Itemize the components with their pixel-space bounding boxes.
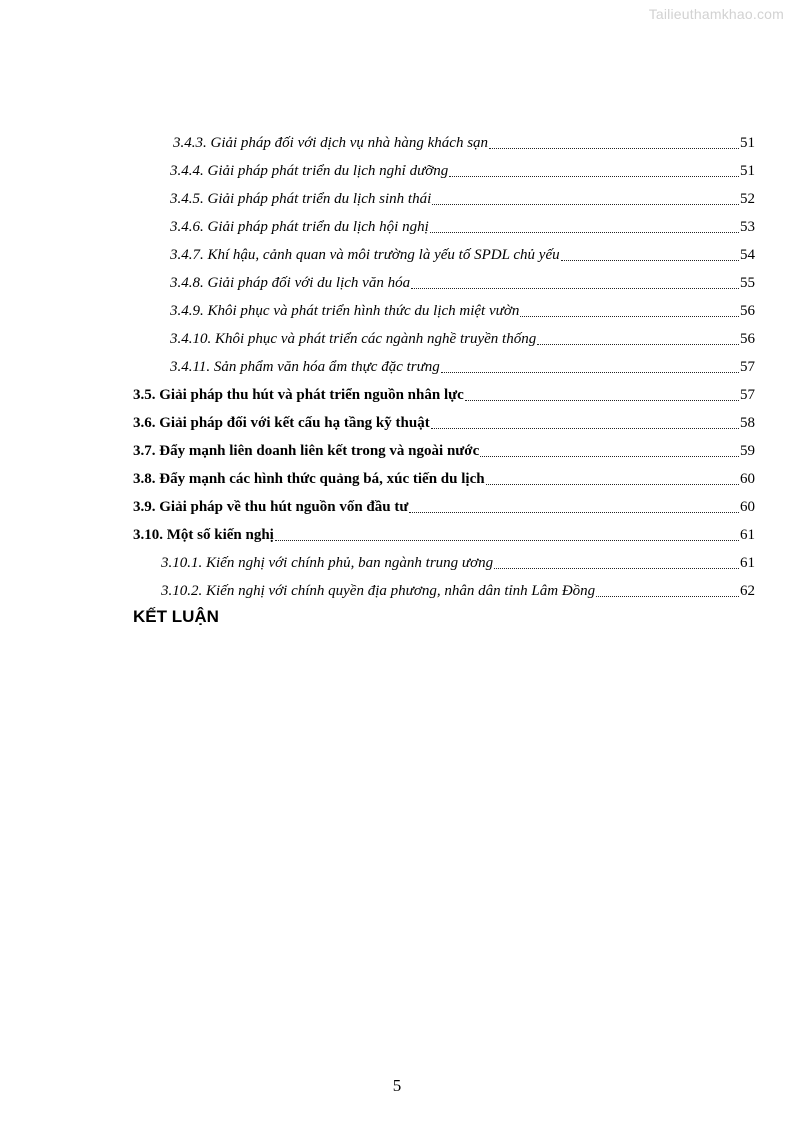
toc-entry[interactable]	[170, 357, 755, 377]
toc-entry[interactable]	[170, 329, 755, 349]
toc-entry-page: 62	[740, 583, 755, 599]
toc-entry[interactable]	[170, 273, 755, 293]
toc-entry-page: 58	[740, 415, 755, 431]
toc-entry[interactable]	[133, 441, 755, 461]
toc-entry-page: 51	[740, 135, 755, 151]
toc-entry[interactable]	[133, 413, 755, 433]
toc-entry-label: 3.10.1. Kiến nghị với chính phủ, ban ngành trung ương	[161, 555, 494, 571]
toc-entry[interactable]	[161, 553, 755, 573]
toc-entry-label: 3.4.4. Giải pháp phát triển du lịch nghỉ dưỡng	[170, 163, 449, 179]
toc-entry[interactable]	[161, 581, 755, 601]
toc-entry-page: 54	[740, 247, 755, 263]
toc-leader-dots	[537, 343, 739, 345]
toc-entry-label: 3.4.11. Sản phẩm văn hóa ẩm thực đặc trưng	[170, 359, 440, 375]
toc-entry-page: 59	[740, 443, 755, 459]
toc-entry-label: 3.4.7. Khí hậu, cảnh quan và môi trường là yếu tố SPDL chủ yếu	[170, 247, 560, 263]
toc-entry[interactable]	[133, 525, 755, 545]
watermark: Tailieuthamkhao.com	[648, 6, 784, 22]
toc-leader-dots	[441, 371, 739, 373]
toc-leader-dots	[465, 399, 739, 401]
toc-entry[interactable]	[173, 133, 755, 153]
toc-entry[interactable]	[170, 217, 755, 237]
toc-entry-label: 3.4.8. Giải pháp đối với du lịch văn hóa	[170, 275, 411, 291]
toc-entry[interactable]	[170, 301, 755, 321]
toc-leader-dots	[480, 455, 739, 457]
toc-leader-dots	[409, 511, 739, 513]
toc-leader-dots	[449, 175, 739, 177]
toc-entry-label: 3.8. Đẩy mạnh các hình thức quảng bá, xúc tiến du lịch	[133, 471, 485, 487]
toc-entry[interactable]	[133, 385, 755, 405]
toc-entry-label: 3.4.5. Giải pháp phát triển du lịch sinh thái	[170, 191, 432, 207]
toc-entry-label: 3.10. Một số kiến nghị	[133, 527, 274, 543]
toc-entry-label: 3.6. Giải pháp đối với kết cấu hạ tầng kỹ thuật	[133, 415, 430, 431]
toc-entry-page: 60	[740, 471, 755, 487]
toc-leader-dots	[489, 147, 739, 149]
toc-leader-dots	[561, 259, 739, 261]
toc-entry[interactable]	[133, 469, 755, 489]
toc-entry-page: 57	[740, 359, 755, 375]
toc-entry-label: 3.4.9. Khôi phục và phát triển hình thức du lịch miệt vườn	[170, 303, 520, 319]
toc-leader-dots	[520, 315, 739, 317]
toc-entry-page: 52	[740, 191, 755, 207]
toc-entry-label: 3.10.2. Kiến nghị với chính quyền địa phương, nhân dân tỉnh Lâm Đồng	[161, 583, 596, 599]
toc-leader-dots	[431, 427, 739, 429]
toc-entry-label: 3.4.3. Giải pháp đối với dịch vụ nhà hàng khách sạn	[173, 135, 489, 151]
toc-entry-page: 55	[740, 275, 755, 291]
toc-entry-label: 3.5. Giải pháp thu hút và phát triển nguồn nhân lực	[133, 387, 464, 403]
toc-entry-label: 3.4.10. Khôi phục và phát triển các ngành nghề truyền thống	[170, 331, 537, 347]
page-number: 5	[392, 1076, 402, 1095]
toc-leader-dots	[411, 287, 739, 289]
toc-entry-page: 61	[740, 527, 755, 543]
toc-leader-dots	[486, 483, 739, 485]
toc-entry-label: 3.7. Đẩy mạnh liên doanh liên kết trong và ngoài nước	[133, 443, 480, 459]
toc-entry-page: 60	[740, 499, 755, 515]
toc-leader-dots	[430, 231, 739, 233]
toc-entry[interactable]	[170, 245, 755, 265]
toc-entry-page: 56	[740, 303, 755, 319]
toc-entry-label: 3.9. Giải pháp về thu hút nguồn vốn đầu tư	[133, 499, 409, 515]
toc-entry-page: 56	[740, 331, 755, 347]
toc-leader-dots	[494, 567, 739, 569]
toc-entry[interactable]	[170, 161, 755, 181]
toc-entry[interactable]	[170, 189, 755, 209]
toc-leader-dots	[275, 539, 739, 541]
toc-entry-page: 53	[740, 219, 755, 235]
toc-entry-page: 61	[740, 555, 755, 571]
toc-leader-dots	[432, 203, 739, 205]
toc-entry[interactable]	[133, 497, 755, 517]
toc-entry-label: 3.4.6. Giải pháp phát triển du lịch hội nghị	[170, 219, 429, 235]
toc-entry-page: 51	[740, 163, 755, 179]
conclusion-heading[interactable]: KẾT LUẬN	[133, 607, 219, 626]
toc-entry-page: 57	[740, 387, 755, 403]
toc-leader-dots	[596, 595, 739, 597]
